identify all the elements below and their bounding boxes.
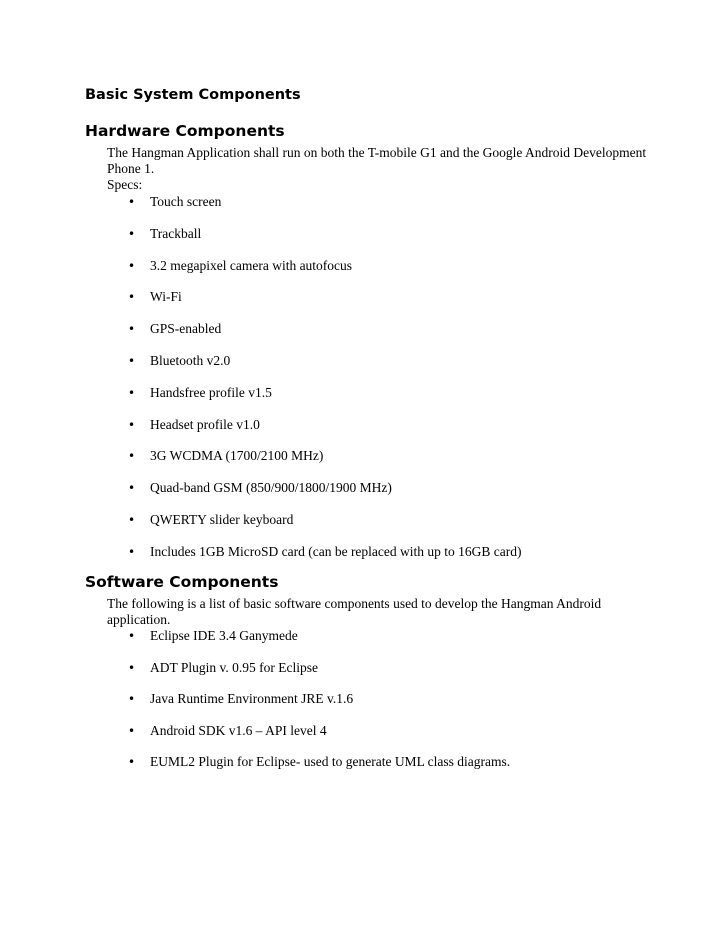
bullet-icon: • (128, 755, 136, 769)
bullet-icon: • (128, 354, 136, 368)
specs-label: Specs: (107, 177, 143, 192)
bullet-icon: • (128, 449, 136, 464)
list-item-text: Trackball (150, 225, 202, 241)
bullet-icon: • (128, 195, 136, 209)
list-item-text: 3G WCDMA (1700/2100 MHz) (150, 448, 324, 464)
page-title: Basic System Components (85, 87, 301, 103)
list-item-text: Headset profile v1.0 (150, 416, 260, 432)
bullet-icon: • (128, 723, 136, 738)
software-intro: The following is a list of basic software components used to develop the Hangman Android application. (107, 596, 602, 627)
bullet-icon: • (128, 660, 136, 675)
hardware-heading: Hardware Components (85, 122, 285, 140)
bullet-icon: • (128, 385, 136, 400)
list-item-text: Wi-Fi (150, 289, 182, 305)
bullet-icon: • (128, 226, 136, 241)
bullet-icon: • (128, 692, 136, 706)
software-heading: Software Components (85, 573, 279, 591)
bullet-icon: • (128, 258, 136, 273)
list-item-text: ADT Plugin v. 0.95 for Eclipse (150, 659, 318, 675)
list-item-text: Eclipse IDE 3.4 Ganymede (150, 628, 298, 643)
bullet-icon: • (128, 544, 136, 559)
hardware-intro: The Hangman Application shall run on both the T-mobile G1 and the Google Android Development Phone 1. (107, 145, 647, 176)
bullet-icon: • (128, 481, 136, 496)
list-item-text: GPS-enabled (150, 321, 222, 337)
list-item-text: 3.2 megapixel camera with autofocus (150, 257, 353, 273)
list-item-text: Includes 1GB MicroSD card (can be replaced with up to 16GB card) (150, 543, 522, 559)
list-item-text: Handsfree profile v1.5 (150, 384, 272, 400)
list-item-text: Touch screen (150, 194, 222, 209)
bullet-icon: • (128, 629, 136, 643)
list-item-text: QWERTY slider keyboard (150, 512, 294, 527)
list-item-text: Bluetooth v2.0 (150, 353, 231, 368)
bullet-icon: • (128, 290, 136, 305)
bullet-icon: • (128, 417, 136, 432)
list-item-text: EUML2 Plugin for Eclipse- used to generate UML class diagrams. (150, 754, 511, 769)
list-item-text: Java Runtime Environment JRE v.1.6 (150, 691, 354, 706)
bullet-icon: • (128, 513, 136, 527)
list-item-text: Android SDK v1.6 – API level 4 (150, 722, 327, 738)
list-item-text: Quad-band GSM (850/900/1800/1900 MHz) (150, 480, 392, 496)
bullet-icon: • (128, 322, 136, 337)
